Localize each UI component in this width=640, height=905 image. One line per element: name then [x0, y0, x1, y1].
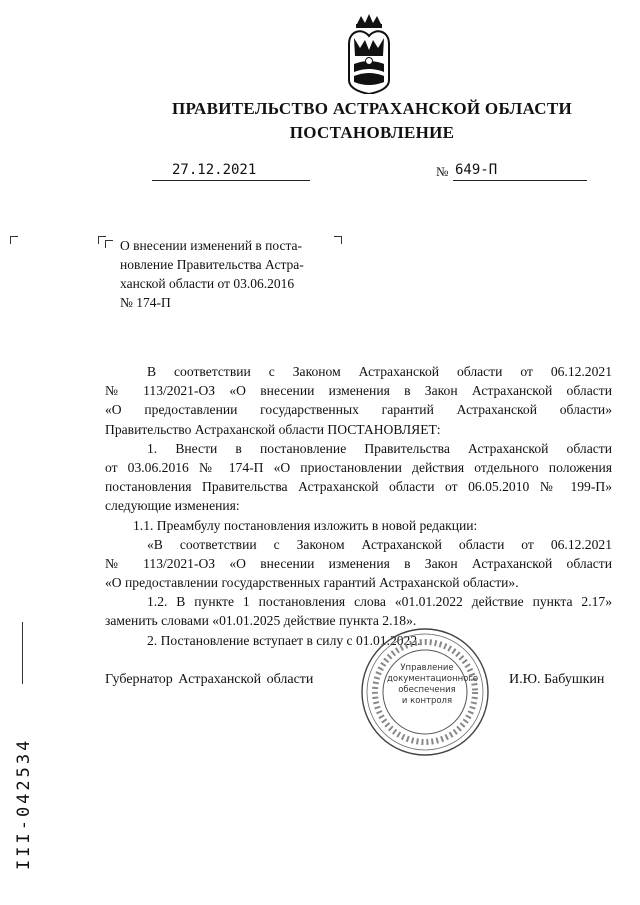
document-number: 649-П	[455, 162, 498, 178]
document-subject	[120, 236, 330, 312]
body-line: «О предоставлении государственных гарантий Астраханской области»	[105, 402, 612, 418]
government-title: ПРАВИТЕЛЬСТВО АСТРАХАНСКОЙ ОБЛАСТИ	[172, 99, 572, 118]
document-body	[105, 362, 612, 650]
document-type: ПОСТАНОВЛЕНИЕ	[289, 123, 455, 142]
body-line: от 03.06.2016 № 174-П «О приостановлении действия отдельного положения	[105, 459, 612, 475]
body-line: «О предоставлении государственных гарантий Астраханской области».	[105, 575, 519, 591]
body-line: «В соответствии с Законом Астраханской области от 06.12.2021	[147, 536, 612, 552]
corner-mark-subject-left-inner	[105, 240, 113, 248]
subject-line: О внесении изменений в поста-	[120, 238, 303, 253]
body-line: постановления Правительства Астраханской области от 06.05.2010 № 199-П»	[105, 479, 612, 495]
body-line: 2. Постановление вступает в силу с 01.01.2022.	[147, 632, 421, 648]
body-line: 1.1. Преамбулу постановления изложить в новой редакции:	[133, 517, 478, 533]
signatory-name: И.Ю. Бабушкин	[509, 672, 605, 687]
number-underline	[453, 180, 587, 181]
subject-line: ханской области от 03.06.2016	[120, 276, 295, 291]
stamp-line: обеспечения	[398, 685, 456, 695]
body-line: 1. Внести в постановление Правительства Астраханской области	[147, 440, 612, 456]
document-date: 27.12.2021	[172, 162, 257, 178]
body-line: Правительство Астраханской области ПОСТАНОВЛЯЕТ:	[105, 421, 441, 437]
corner-mark-subject-right	[334, 236, 342, 244]
signatory-position: Губернатор Астраханской области	[105, 672, 314, 687]
body-line: следующие изменения:	[105, 498, 240, 514]
stamp-line: и контроля	[401, 696, 453, 706]
body-line: 1.2. В пункте 1 постановления слова «01.01.2022 действие пункта 2.17»	[147, 594, 612, 610]
number-sign: №	[436, 164, 449, 179]
date-underline	[152, 180, 310, 181]
body-line: № 113/2021-ОЗ «О внесении изменения в Закон Астраханской области	[105, 555, 612, 571]
body-line: В соответствии с Законом Астраханской области от 06.12.2021	[147, 364, 612, 379]
corner-mark-left	[10, 236, 18, 244]
margin-line	[22, 622, 23, 684]
stamp-inner-text	[387, 663, 479, 707]
subject-line: № 174-П	[120, 295, 171, 310]
serial-number-mark: III-042534	[14, 737, 34, 870]
subject-line: новление Правительства Астра-	[120, 257, 304, 272]
coat-of-arms-emblem	[343, 14, 395, 94]
stamp-line: документационного	[387, 674, 479, 684]
body-line: № 113/2021-ОЗ «О внесении изменения в Закон Астраханской области	[105, 383, 612, 399]
body-line: заменить словами «01.01.2025 действие пункта 2.18».	[105, 613, 417, 629]
stamp-line: Управление	[400, 663, 454, 673]
